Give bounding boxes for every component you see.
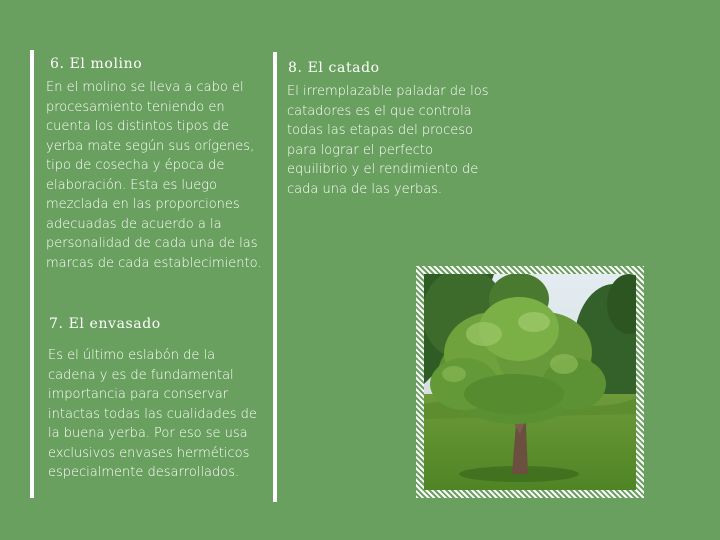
right-column-divider xyxy=(273,52,277,502)
photo-frame xyxy=(416,266,644,498)
heading-el-molino: 6. El molino xyxy=(50,56,143,72)
heading-el-envasado: 7. El envasado xyxy=(49,316,161,332)
left-column-divider xyxy=(30,50,34,498)
text-el-catado: El irremplazable paladar de los catadores es el que controla todas las etapas del proceso para lograr el perfecto equilibrio y el rendimiento de cada una de las yerbas. xyxy=(287,84,489,197)
text-el-molino: En el molino se lleva a cabo el procesamiento teniendo en cuenta los distintos tipos de yerba mate según sus orígenes, tipo de cosecha y época de elaboración. Esta es luego mezclada en las proporciones adecuadas de acuerdo a la personalidad de cada una de las marcas de cada establecimiento. xyxy=(46,80,262,271)
yerba-mate-tree-photo xyxy=(424,274,636,490)
text-el-envasado: Es el último eslabón de la cadena y es de fundamental importancia para conservar intactas todas las cualidades de la buena yerba. Por eso se usa exclusivos envases herméticos especialmente desarrollados. xyxy=(48,348,257,480)
heading-el-catado: 8. El catado xyxy=(288,60,380,76)
